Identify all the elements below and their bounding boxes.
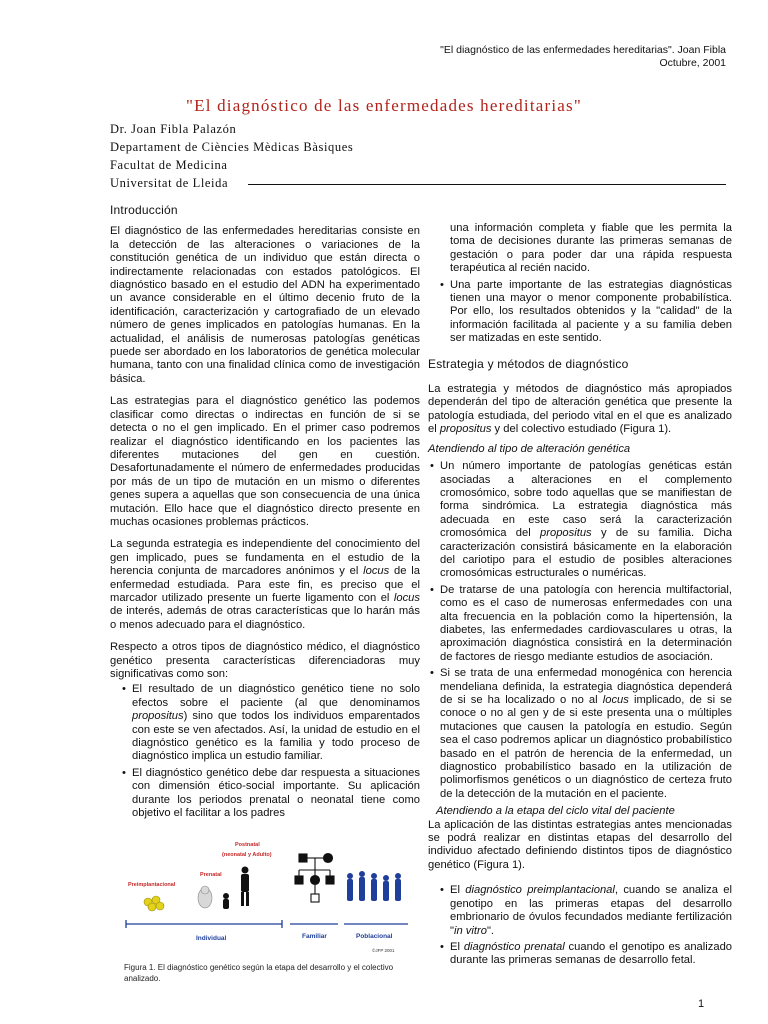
- header-rule: [248, 184, 726, 185]
- paragraph-intro-1: El diagnóstico de las enfermedades hereditarias consiste en la detección de las alteraciones o variaciones de la constitución genética de un individuo que están directa o indirectamente relacionadas con estados patológicos. El diagnóstico basado en el estudio del ADN ha experimentado un avance considerable en el último decenio fruto de la identificación, caracterización y cartografiado de un elevado número de genes implicados en patologías humanas. En la actualidad, el análisis de numerosas patologías genéticas puede ser abordado en los laboratorios de genética molecular humana, tanto con una finalidad clínica como de investigación básica.: [110, 225, 420, 385]
- running-header: [396, 44, 726, 70]
- paragraph-intro-3: La segunda estrategia es independiente del conocimiento del gen implicado, pues se fundamenta en el estudio de la herencia conjunta de marcadores anónimos y el locus de la enfermedad estudiada. Para este fin, es preciso que el marcador utilizado presente un fuerte ligamento con el locus de interés, además de otras características que lo harán más o menos adecuado para el diagnóstico.: [110, 538, 420, 631]
- list-item: • El resultado de un diagnóstico genético tiene no solo efectos sobre el paciente (al que denominamos propositus) sino que todos los individuos emparentados con este se ven afectados. Así, la unidad de estudio en el diagnóstico genético es la familia y todo proceso de diagnóstico implica un estudio familiar.: [120, 683, 420, 763]
- paragraph-intro-4: Respecto a otros tipos de diagnóstico médico, el diagnóstico genético presenta características diferenciadoras muy significativas como son:: [110, 641, 420, 680]
- section-heading-strategy: Estrategia y métodos de diagnóstico: [428, 356, 629, 371]
- running-header-line2: Octubre, 2001: [659, 57, 726, 69]
- figure-copyright: ©JFP 2001: [372, 948, 395, 953]
- figure-caption: Figura 1. El diagnóstico genético según la etapa del desarrollo y el colectivo analizado.: [124, 963, 394, 983]
- list-item: • El diagnóstico preimplantacional, cuando se analiza el genotipo en las primeras etapas del desarrollo embrionario de óvulos fecundados mediante fertilización "in vitro".: [438, 884, 732, 938]
- author-university: Universitat de Lleida: [110, 176, 229, 190]
- paragraph-strategy: La estrategia y métodos de diagnóstico más apropiados dependerán del tipo de alteración genética que presente la patología estudiada, del periodo vital en el que es analizado el propositus y del colectivo estudiado (Figura 1).: [428, 383, 732, 436]
- list-item: • El diagnóstico genético debe dar respuesta a situaciones con dimensión ético-social importante. Su aplicación durante los periodos prenatal o neonatal tiene como objetivo el facilitar a los padres: [120, 767, 420, 821]
- author-faculty: Facultat de Medicina: [110, 158, 228, 172]
- figure-label-preimplant: Preimplantacional: [128, 882, 176, 888]
- subheading-life-stage: Atendiendo a la etapa del ciclo vital del paciente: [436, 805, 675, 818]
- author-name: Dr. Joan Fibla Palazón: [110, 122, 237, 136]
- list-item: • Si se trata de una enfermedad monogénica con herencia mendeliana definida, la estrategia diagnóstica dependerá de si se ha localizado o no al locus implicado, de si se conoce o no al gen y de si este presenta una o múltiples mutaciones que causen la patología en estudio. Según sea el caso podremos aplicar un diagnóstico probabilístico basado en el patrón de herencia de la enfermedad, un diagnostico probabilístico basado en la utilización de polimorfismos genéticos o un diagnóstico de certeza fruto de la detección de la mutación en el paciente.: [428, 667, 732, 801]
- paragraph-intro-2: Las estrategias para el diagnóstico genético las podemos clasificar como directas o indirectas en función de si se detecta o no el gen implicado. En el primer caso podremos realizar el diagnóstico identificando en los pacientes las diferentes mutaciones del gen en cuestión. Desafortunadamente el número de enfermedades producidas por más de un tipo de mutación en un mismo o diferentes genes supera a aquellas que son consecuencia de una única mutación. Ello hace que el diagnóstico directo presente en muchas ocasiones problemas prácticos.: [110, 395, 420, 528]
- subheading-alteration-type: Atendiendo al tipo de alteración genética: [428, 442, 631, 455]
- figure-label-individual: Individual: [196, 935, 227, 942]
- section-heading-intro: Introducción: [110, 203, 178, 217]
- page-number: 1: [698, 998, 705, 1010]
- list-item: • De tratarse de una patología con herencia multifactorial, como es el caso de numerosas enfermedades con una alta frecuencia en la población como la hipertensión, la diabetes, las enfermedades cardiovasculares u otras, la aproximación diagnóstica consistirá en la determinación de factores de riesgo mediante estudios de asociación.: [428, 584, 732, 664]
- pedigree-icon: [295, 854, 334, 903]
- baby-icon: [223, 893, 229, 909]
- left-column: [110, 204, 420, 823]
- right-column: [428, 222, 732, 971]
- figure-label-postnatal: Postnatal: [235, 842, 260, 848]
- fetus-icon: [198, 886, 212, 908]
- running-header-line1: "El diagnóstico de las enfermedades hereditarias". Joan Fibla: [440, 44, 726, 56]
- figure-axis: [126, 920, 408, 928]
- figure-diagnosis-stages: [118, 836, 418, 958]
- list-item-continuation: una información completa y fiable que les permita la toma de decisiones durante las primeras semanas de gestación o para poder dar una rápida respuesta terapéutica al recién nacido.: [450, 222, 732, 275]
- adult-icon: [241, 867, 249, 907]
- population-icon: [347, 871, 401, 901]
- figure-label-postnatal-sub: (neonatal y Adulto): [222, 852, 272, 858]
- embryo-cells-icon: [144, 896, 164, 911]
- author-department: Departament de Ciències Mèdicas Bàsiques: [110, 140, 354, 154]
- figure-label-familiar: Familiar: [302, 933, 327, 940]
- list-item: • El diagnóstico prenatal cuando el genotipo es analizado durante las primeras semanas de desarrollo fetal.: [438, 941, 732, 968]
- figure-label-prenatal: Prenatal: [200, 872, 222, 878]
- paragraph-life-stage: La aplicación de las distintas estrategias antes mencionadas se podrá realizar en distintas etapas del desarrollo del individuo afectado definiendo distintos tipos de diagnóstico genético (Figura 1).: [428, 818, 732, 871]
- document-title: "El diagnóstico de las enfermedades hereditarias": [185, 96, 583, 115]
- list-item: • Una parte importante de las estrategias diagnósticas tienen una mayor o menor componente probabilística. Por ello, los resultados obtenidos y la "calidad" de la información facilitada al paciente y a su familia deben ser matizadas en este sentido.: [438, 279, 732, 346]
- list-item: • Un número importante de patologías genéticas están asociadas a alteraciones en el complemento cromosómico, sobre todo aquellas que se manifiestan de forma sindrómica. La estrategia diagnóstica más adecuada en este caso será la caracterización cromosómica del propositus y de su familia. Dicha caracterización consistirá básicamente en la elaboración del cariotipo para el estudio de posibles alteraciones cromosómicas estructurales o numéricas.: [428, 460, 732, 581]
- figure-label-poblacional: Poblacional: [356, 933, 393, 940]
